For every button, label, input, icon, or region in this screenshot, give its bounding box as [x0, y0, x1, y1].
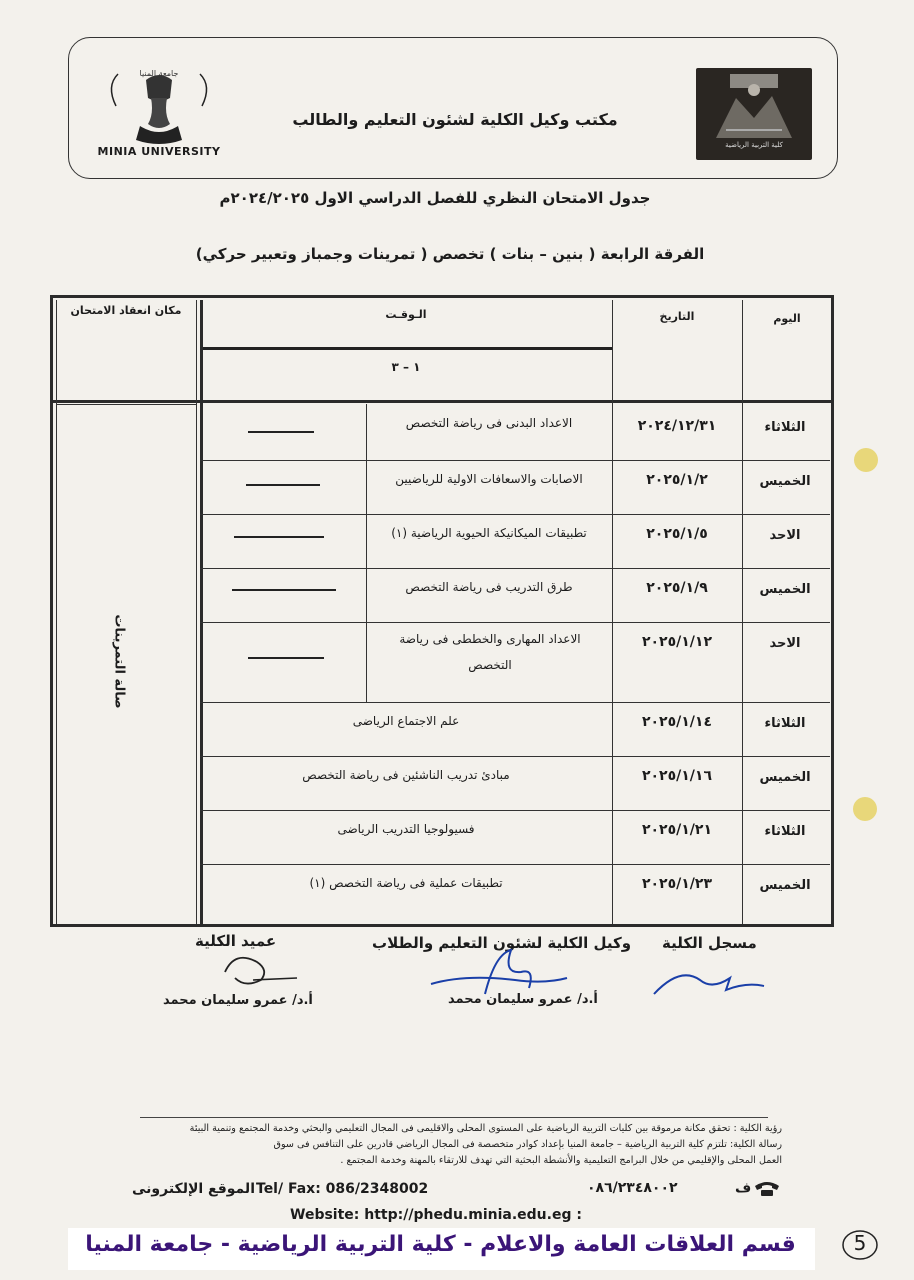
website-label: الموقع الإلكترونى: [132, 1181, 255, 1197]
row-day: الخميس: [759, 770, 811, 785]
row-divider: [200, 622, 830, 623]
time-value: ١ – ٣: [391, 360, 421, 374]
row-subject: مبادئ تدريب الناشئين فى رياضة التخصص: [302, 768, 510, 782]
exam-venue: [100, 610, 140, 720]
date-header: التاريخ: [659, 310, 695, 323]
vice-dean-title: وكيل الكلية لشئون التعليم والطلاب: [372, 934, 632, 952]
dean-name: أ.د/ عمرو سليمان محمد: [163, 993, 313, 1008]
row-divider: [200, 460, 830, 461]
time-header-divider: [200, 347, 612, 350]
row-divider: [200, 568, 830, 569]
table-header-divider: [50, 400, 834, 403]
row-day: الثلاثاء: [764, 824, 806, 839]
faculty-vision: رؤية الكلية : تحقق مكانة مرموقة بين كليات التربية الرياضية على المستوى المحلى والاقليمى فى المجال التعليمي والبحثي وخدمة المجتمع وتنمية البيئة: [189, 1123, 782, 1134]
dean-signature: [205, 944, 305, 994]
row-date: ٢٠٢٤/١٢/٣١: [637, 418, 717, 434]
venue-header: مكان انعقاد الامتحان: [70, 304, 182, 317]
empty-cell-dash: [232, 589, 336, 591]
page-number: [840, 1227, 880, 1263]
row-day: الاحد: [769, 528, 801, 543]
row-subject: الاعداد المهارى والخططى فى رياضة التخصص: [399, 632, 581, 672]
row-date: ٢٠٢٥/١/١٤: [641, 714, 713, 730]
phone-prefix: ف: [735, 1180, 752, 1196]
row-date: ٢٠٢٥/١/٩: [646, 580, 708, 596]
row-divider: [200, 702, 830, 703]
empty-cell-dash: [248, 431, 314, 433]
row-subject: علم الاجتماع الرياضى: [352, 714, 460, 728]
registrar-signature: [650, 960, 770, 1000]
empty-cell-dash: [234, 536, 324, 538]
document-title: جدول الامتحان النظري للفصل الدراسي الاول ٢٠٢٤/٢٠٢٥م: [219, 189, 651, 207]
faculty-logo-text: كلية التربية الرياضية: [725, 141, 783, 149]
venue-header-divider: [56, 404, 196, 405]
document-subtitle: الفرقة الرابعة ( بنين – بنات ) تخصص ( تمرينات وجمباز وتعبير حركي): [195, 245, 705, 263]
row-divider: [200, 864, 830, 865]
row-divider: [200, 514, 830, 515]
row-day: الاحد: [769, 636, 801, 651]
empty-cell-dash: [248, 657, 324, 659]
page-number-value: 5: [853, 1231, 867, 1255]
phone-number: ٠٨٦/٢٣٤٨٠٠٢: [587, 1180, 678, 1196]
telephone-icon: [752, 1178, 782, 1198]
registrar-title: مسجل الكلية: [662, 934, 757, 952]
row-subject: الاصابات والاسعافات الاولية للرياضيين: [395, 472, 583, 486]
row-day: الثلاثاء: [764, 420, 806, 435]
row-subject: تطبيقات الميكانيكة الحيوية الرياضية (١): [391, 526, 587, 540]
row-date: ٢٠٢٥/١/٢٣: [641, 876, 713, 892]
exam-venue-label: صالة التمرينات: [111, 614, 127, 709]
row-divider: [200, 756, 830, 757]
svg-text:جامعة المنيا: جامعة المنيا: [139, 69, 179, 78]
row-divider: [200, 810, 830, 811]
row-date: ٢٠٢٥/١/٥: [646, 526, 708, 542]
website-url: Website: http://phedu.minia.edu.eg :: [290, 1207, 582, 1223]
banner-text: قسم العلاقات العامة والاعلام - كلية التربية الرياضية - جامعة المنيا: [85, 1232, 796, 1257]
row-day: الخميس: [759, 474, 811, 489]
row-day: الخميس: [759, 878, 811, 893]
row-date: ٢٠٢٥/١/١٦: [641, 768, 713, 784]
row-date: ٢٠٢٥/١/٢: [646, 472, 708, 488]
row-subject: الاعداد البدنى فى رياضة التخصص: [405, 416, 573, 430]
binder-hole: [853, 797, 877, 821]
faculty-mission-line-2: العمل المحلى والإقليمي من خلال البرامج التعليمية والأنشطة البحثية التي تهدف للارتقاء بالمهنة وخدمة المجتمع .: [340, 1155, 782, 1166]
dean-title: عميد الكلية: [195, 932, 277, 950]
row-subject: طرق التدريب فى رياضة التخصص: [405, 580, 573, 594]
university-logo-text: MINIA UNIVERSITY: [97, 145, 221, 158]
empty-cell-dash: [246, 484, 320, 486]
row-day: الثلاثاء: [764, 716, 806, 731]
row-date: ٢٠٢٥/١/٢١: [641, 822, 713, 838]
row-day: الخميس: [759, 582, 811, 597]
tel-fax: Tel/ Fax: 086/2348002: [256, 1181, 429, 1197]
faculty-mission-line-1: رسالة الكلية: تلتزم كلية التربية الرياضية – جامعة المنيا بإعداد كوادر متخصصة فى المجال الرياضي قادرين على التنافس فى سوق: [273, 1139, 782, 1150]
day-header: اليوم: [773, 312, 801, 325]
row-date: ٢٠٢٥/١/١٢: [641, 634, 713, 650]
office-title: مكتب وكيل الكلية لشئون التعليم والطالب: [292, 110, 618, 129]
row-subject: فسيولوجيا التدريب الرياضى: [337, 822, 475, 836]
binder-hole: [854, 448, 878, 472]
vice-dean-signature: [425, 944, 575, 1004]
date-column-divider: [612, 300, 613, 924]
vice-dean-name: أ.د/ عمرو سليمان محمد: [448, 992, 598, 1007]
subject-split-divider: [366, 404, 367, 702]
footer-rule: [140, 1117, 768, 1118]
venue-column-divider: [196, 300, 197, 924]
venue-inner-divider: [56, 300, 57, 924]
time-header: الـوقـت: [385, 308, 427, 321]
row-subject: تطبيقات عملية فى رياضة التخصص (١): [309, 876, 503, 890]
